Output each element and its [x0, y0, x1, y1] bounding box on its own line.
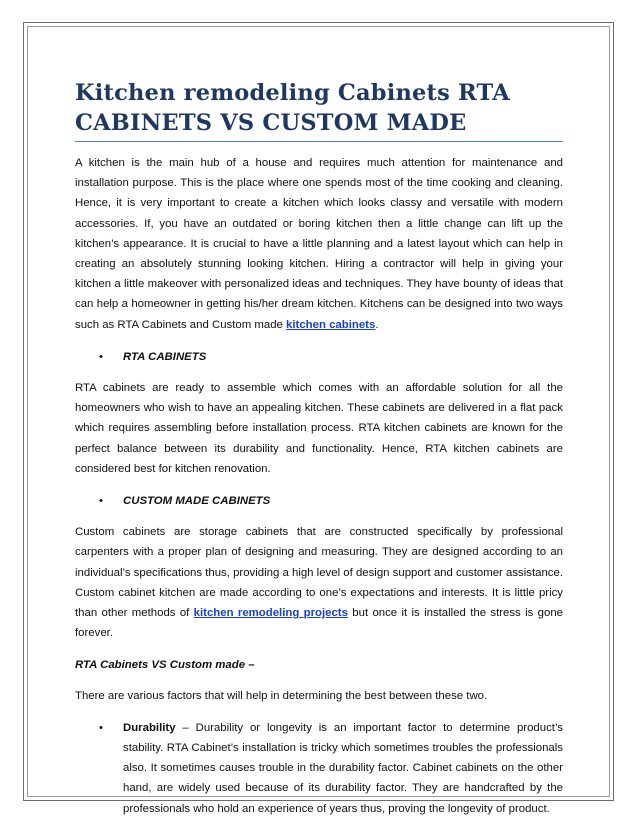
intro-text: A kitchen is the main hub of a house and requires much attention for maintenance and installation purpose. This is the place where one spends most of the time cooking and cleaning. Hence, it is very important to create a kitchen which looks classy and versatile with modern accessories. If, you have an outdated or boring kitchen then a little change can lift up the kitchen’s appearance. It is crucial to have a little planning and a latest layout which can help in creating an absolutely stunning looking kitchen. Hiring a contractor will help in giving your kitchen a little makeover with personalized ideas and techniques. They have bounty of ideas that can help a homeowner in getting his/her dream kitchen. Kitchens can be designed into two ways such as RTA Cabinets and Custom made — [75, 157, 563, 331]
title-underline — [75, 141, 563, 142]
versus-intro: There are various factors that will help in determining the best between these two. — [75, 689, 488, 702]
custom-heading: CUSTOM MADE CABINETS — [123, 495, 271, 508]
factor-label: Durability — [123, 721, 176, 734]
rta-heading: RTA CABINETS — [123, 350, 207, 363]
intro-end: . — [375, 318, 379, 331]
custom-paragraph — [75, 522, 563, 643]
title-line-2: CABINETS VS CUSTOM MADE — [75, 110, 467, 136]
factors-list — [75, 718, 563, 819]
factor-item-durability — [75, 718, 563, 819]
document-title — [75, 78, 563, 138]
factor-text: – Durability or longevity is an important factor to determine product’s stability. RTA Cabinet’s installation is tricky which sometimes troubles the professionals also. It sometimes causes trouble in the durability factor. Cabinet cabinets on the other hand, are widely used because of its durability factor. They are handcrafted by the professionals who hold an experience of years thus, proving the longevity of product. — [123, 721, 563, 815]
versus-heading: RTA Cabinets VS Custom made – — [75, 659, 255, 672]
kitchen-remodeling-projects-link[interactable]: kitchen remodeling projects — [193, 607, 348, 620]
custom-text: Custom cabinets are storage cabinets that are constructed specifically by professional carpenters with a proper plan of designing and measuring. They are designed according to an individual’s specifications thus, providing a high level of design support and customer assistance. Custom cabinet kitchen are made according to one’s expectations and interests. It is little pricy than other methods of — [75, 526, 563, 620]
bullet-dot: • — [99, 495, 103, 508]
bullet-dot: • — [99, 721, 103, 734]
document-body — [75, 78, 563, 819]
rta-paragraph: RTA cabinets are ready to assemble which comes with an affordable solution for all the homeowners who wish to have an appealing kitchen. These cabinets are delivered in a flat pack which requires assembling before installation process. RTA kitchen cabinets are known for the perfect balance between its durability and functionality. Hence, RTA kitchen cabinets are considered best for kitchen renovation. — [75, 382, 563, 475]
kitchen-cabinets-link[interactable]: kitchen cabinets — [286, 318, 376, 331]
title-line-1: Kitchen remodeling Cabinets RTA — [75, 80, 510, 106]
intro-paragraph — [75, 153, 563, 335]
custom-heading-bullet — [75, 491, 563, 511]
custom-end: but once it is installed the stress is gone forever. — [75, 607, 563, 640]
bullet-dot: • — [99, 350, 103, 363]
rta-heading-bullet — [75, 347, 563, 367]
